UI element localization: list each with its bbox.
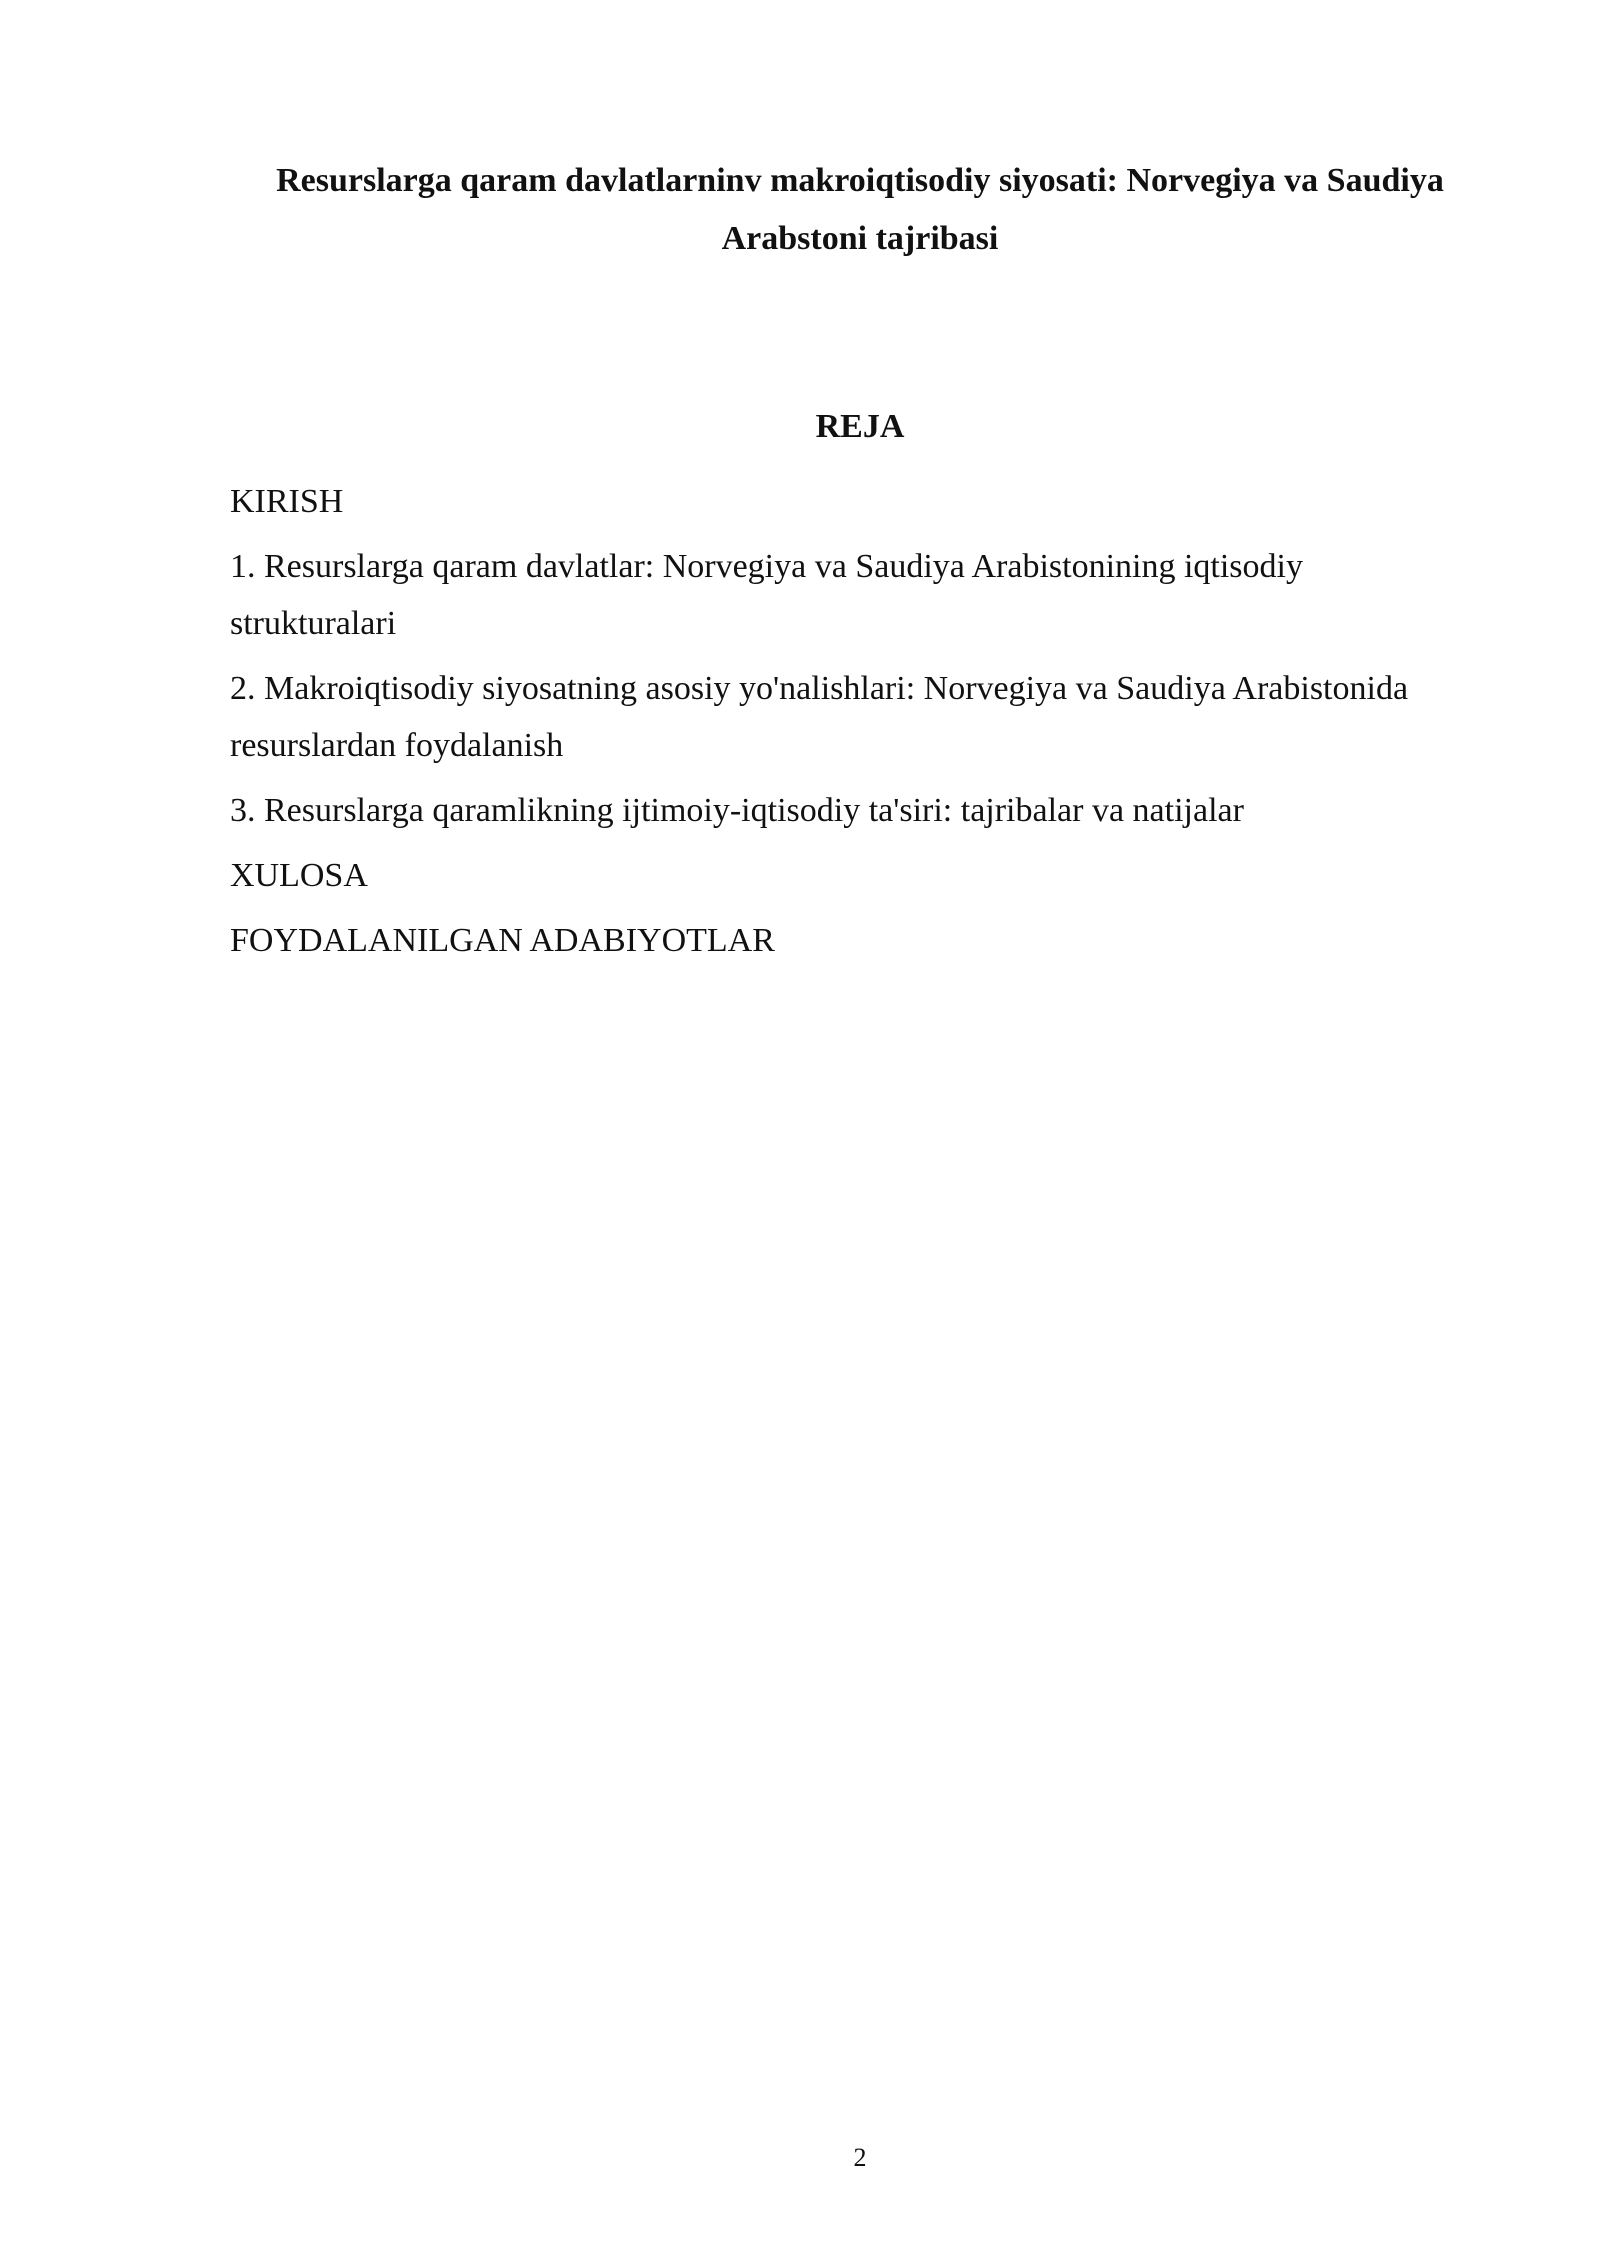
plan-item-3: 3. Resurslarga qaramlikning ijtimoiy-iqtisodiy ta'siri: tajribalar va natijalar — [230, 792, 1244, 829]
page-number: 2 — [853, 2143, 867, 2172]
plan-item-references: FOYDALANILGAN ADABIYOTLAR — [230, 922, 775, 959]
plan-item-conclusion: XULOSA — [230, 857, 368, 894]
plan-item-intro: KIRISH — [230, 483, 344, 520]
plan-heading: REJA — [815, 408, 905, 445]
plan-list — [230, 473, 1450, 977]
plan-item-2: 2. Makroiqtisodiy siyosatning asosiy yo'nalishlari: Norvegiya va Saudiya Arabistonida resurslardan foydalanish — [230, 670, 1409, 764]
document-title: Resurslarga qaram davlatlarninv makroiqtisodiy siyosati: Norvegiya va Saudiya Arabstoni tajribasi — [276, 162, 1444, 257]
plan-item-1: 1. Resurslarga qaram davlatlar: Norvegiya va Saudiya Arabistonining iqtisodiy strukturalari — [230, 548, 1303, 642]
